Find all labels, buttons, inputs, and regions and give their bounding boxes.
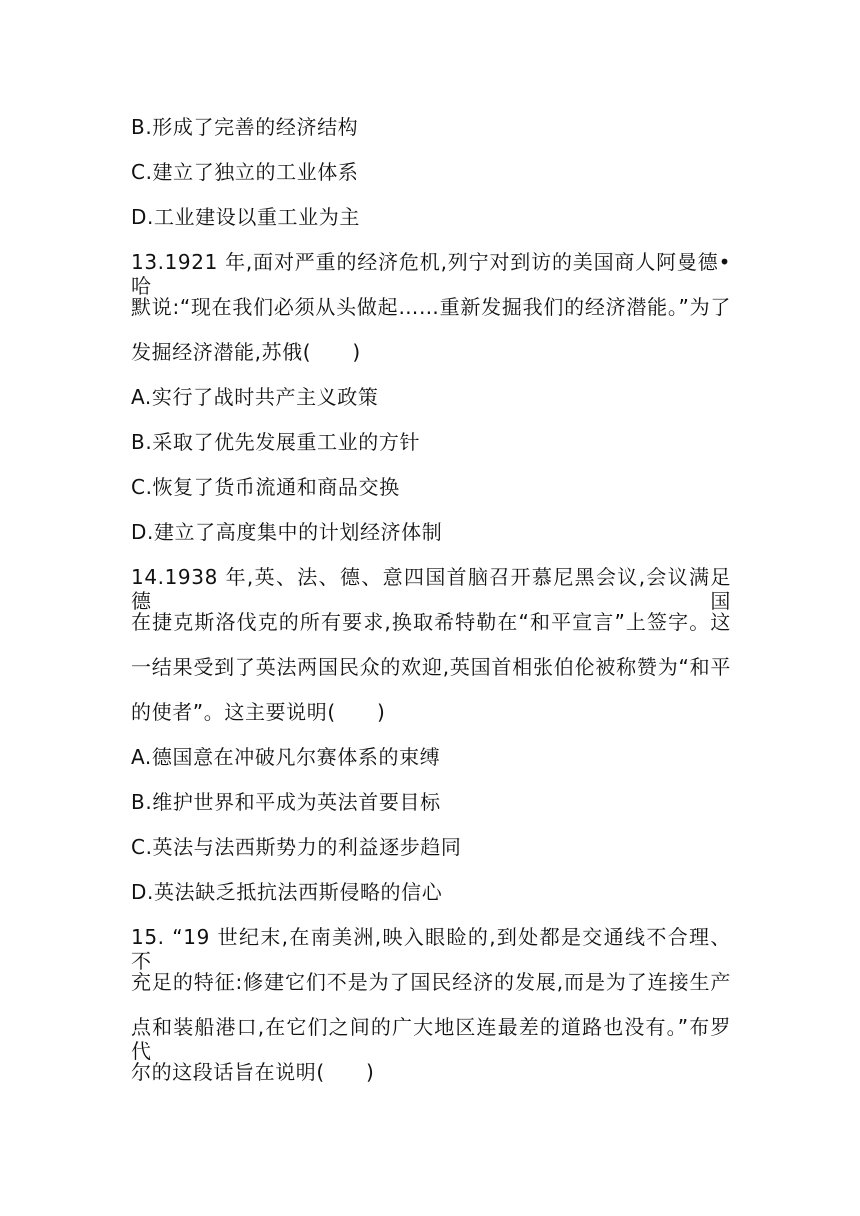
q14-option-a: A.德国意在冲破凡尔赛体系的束缚 bbox=[131, 745, 441, 769]
q14-stem-line-4: 的使者”。这主要说明( ) bbox=[131, 700, 386, 724]
q14-option-d: D.英法缺乏抵抗法西斯侵略的信心 bbox=[131, 880, 443, 904]
q14-stem-line-1: 14.1938 年,英、法、德、意四国首脑召开慕尼黑会议,会议满足德国 bbox=[131, 565, 731, 613]
q13-stem-line-1: 13.1921 年,面对严重的经济危机,列宁对到访的美国商人阿曼德•哈 bbox=[131, 250, 731, 298]
q12-option-d: D.工业建设以重工业为主 bbox=[131, 205, 360, 229]
q14-stem-line-3: 一结果受到了英法两国民众的欢迎,英国首相张伯伦被称赞为“和平 bbox=[131, 655, 731, 679]
q12-option-b: B.形成了完善的经济结构 bbox=[131, 115, 359, 139]
q13-option-c: C.恢复了货币流通和商品交换 bbox=[131, 475, 400, 499]
q15-stem-line-3: 点和装船港口,在它们之间的广大地区连最差的道路也没有。”布罗代 bbox=[131, 1015, 731, 1063]
q13-stem-line-2: 默说:“现在我们必须从头做起……重新发掘我们的经济潜能。”为了 bbox=[131, 295, 731, 319]
q13-option-d: D.建立了高度集中的计划经济体制 bbox=[131, 520, 443, 544]
q14-stem-line-2: 在捷克斯洛伐克的所有要求,换取希特勒在“和平宣言”上签字。这 bbox=[131, 610, 731, 634]
q13-option-b: B.采取了优先发展重工业的方针 bbox=[131, 430, 421, 454]
q15-stem-line-2: 充足的特征:修建它们不是为了国民经济的发展,而是为了连接生产 bbox=[131, 970, 731, 994]
q14-option-c: C.英法与法西斯势力的利益逐步趋同 bbox=[131, 835, 462, 859]
q13-option-a: A.实行了战时共产主义政策 bbox=[131, 385, 379, 409]
q12-option-c: C.建立了独立的工业体系 bbox=[131, 160, 359, 184]
q15-stem-line-4: 尔的这段话旨在说明( ) bbox=[131, 1060, 375, 1084]
q15-stem-line-1: 15. “19 世纪末,在南美洲,映入眼睑的,到处都是交通线不合理、不 bbox=[131, 925, 731, 973]
q13-stem-line-3: 发掘经济潜能,苏俄( ) bbox=[131, 340, 361, 364]
q14-option-b: B.维护世界和平成为英法首要目标 bbox=[131, 790, 441, 814]
